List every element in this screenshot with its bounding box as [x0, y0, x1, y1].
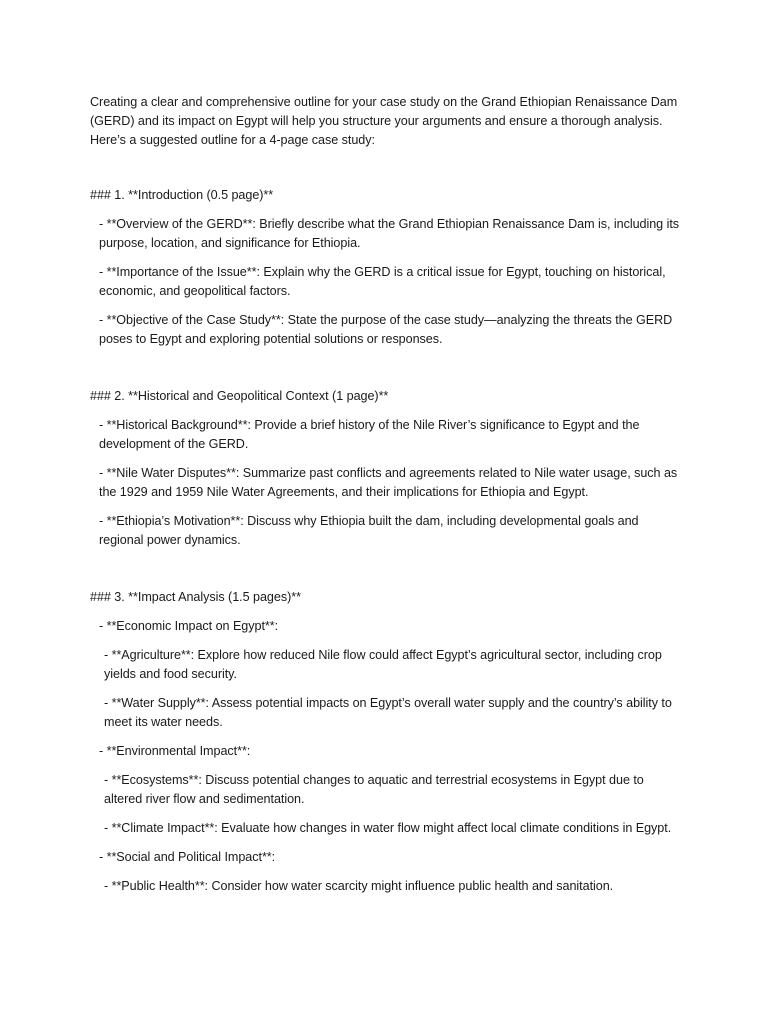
intro-paragraph: Creating a clear and comprehensive outline for your case study on the Grand Ethiopian Renaissance Dam (GERD) and its impact on Egypt will help you structure your arguments and ensure a thorough analysis. Here’s a suggested outline for a 4-page case study: [90, 95, 678, 147]
section-3-item-ecosystems: - **Ecosystems**: Discuss potential changes to aquatic and terrestrial ecosystems in Egypt due to altered river flow and sedimentation. [104, 773, 644, 806]
section-3-environmental-label: - **Environmental Impact**: [99, 744, 251, 758]
section-3-item-agriculture: - **Agriculture**: Explore how reduced Nile flow could affect Egypt’s agricultural sector, including crop yields and food security. [104, 648, 662, 681]
section-3-social-label: - **Social and Political Impact**: [99, 850, 276, 864]
section-2-item-nile-water-disputes: - **Nile Water Disputes**: Summarize past conflicts and agreements related to Nile water usage, such as the 1929 and 1959 Nile Water Agreements, and their implications for Ethiopia and Egypt. [99, 466, 678, 499]
section-3-economic-label: - **Economic Impact on Egypt**: [99, 619, 279, 633]
section-3-item-climate: - **Climate Impact**: Evaluate how changes in water flow might affect local climate conditions in Egypt. [104, 821, 672, 835]
document-body [90, 93, 682, 906]
section-3-item-water-supply: - **Water Supply**: Assess potential impacts on Egypt’s overall water supply and the country’s ability to meet its water needs. [104, 696, 672, 729]
section-1-item-overview: - **Overview of the GERD**: Briefly describe what the Grand Ethiopian Renaissance Dam is, including its purpose, location, and significance for Ethiopia. [99, 217, 680, 250]
section-3-item-public-health: - **Public Health**: Consider how water scarcity might influence public health and sanitation. [104, 879, 614, 893]
section-3-heading: ### 3. **Impact Analysis (1.5 pages)** [90, 590, 301, 604]
section-2-item-historical-background: - **Historical Background**: Provide a brief history of the Nile River’s significance to Egypt and the development of the GERD. [99, 418, 640, 451]
section-2-item-ethiopia-motivation: - **Ethiopia’s Motivation**: Discuss why Ethiopia built the dam, including developmental goals and regional power dynamics. [99, 514, 639, 547]
section-1-item-objective: - **Objective of the Case Study**: State the purpose of the case study—analyzing the threats the GERD poses to Egypt and exploring potential solutions or responses. [99, 313, 673, 346]
section-1-heading: ### 1. **Introduction (0.5 page)** [90, 188, 274, 202]
section-2-heading: ### 2. **Historical and Geopolitical Context (1 page)** [90, 389, 389, 403]
section-1-item-importance: - **Importance of the Issue**: Explain why the GERD is a critical issue for Egypt, touching on historical, economic, and geopolitical factors. [99, 265, 666, 298]
